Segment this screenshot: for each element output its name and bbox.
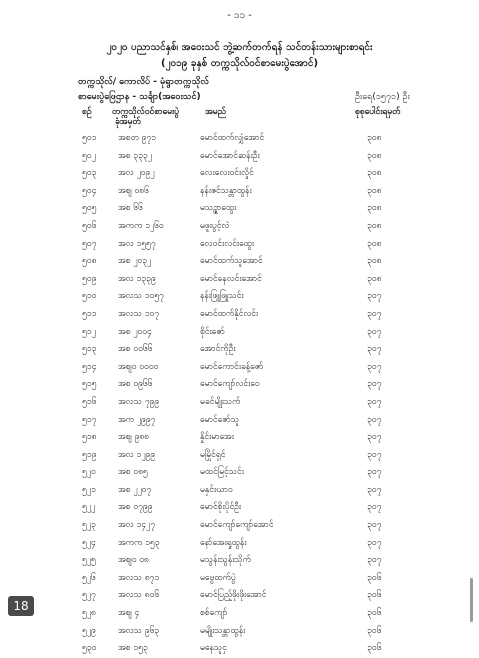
table-row [0,376,479,394]
page-count-badge[interactable]: 18 [8,596,34,616]
marks-cell: ၃၀၆ [367,608,382,619]
header-roll: တက္ကသိုလ်ဝင်စာမေးပွဲ [112,107,180,117]
name-cell: မသွန်းသွန်းသိုက် [200,555,251,566]
name-cell: မောင်နေလင်းအောင် [200,273,262,284]
table-row [0,288,479,306]
roll-cell: အလသ ၁၀၇ [118,308,160,319]
serial-cell: ၅၂၄ [82,537,96,548]
table-row [0,429,479,447]
name-cell: မနေသူငှ [200,643,227,654]
table-row [0,394,479,412]
marks-cell: ၃၀၇ [367,326,382,337]
serial-cell: ၅၂၀ [82,467,96,478]
page-number: - ၁၁ - [227,10,252,21]
serial-cell: ၅၂၁ [82,484,96,495]
roll-cell: အဈ၀ ၀၈ [118,555,149,566]
document-title: ၂၀၂၀ ပညာသင်နှစ်၊ အဝေးသင် ဘွဲ့ဆက်တက်ရန် သင်တန်းသားများစာရင်း [106,42,373,53]
marks-cell: ၃၀၇ [367,537,382,548]
table-row [0,148,479,166]
name-cell: နှိုင်းမာအေး [200,432,234,443]
header-marks: စုစုပေါင်းရမှတ် [355,107,401,117]
table-row [0,253,479,271]
marks-cell: ၃၀၇ [367,396,382,407]
table-row [0,306,479,324]
name-cell: မောင်စိုးပိုင်ဦး [200,502,242,513]
serial-cell: ၅၁၃ [82,344,97,355]
department-label: တက္ကသိုလ်/ ကောလိပ် - မုံရွာတက္ကသိုလ် [78,77,209,87]
serial-cell: ၅၁၀ [82,291,97,302]
serial-cell: ၅၀၉ [82,273,97,284]
roll-cell: အလ ၁၃၃၉ [118,273,156,284]
name-cell: မနှင်းဃာ၀ [200,484,233,495]
serial-cell: ၅၀၈ [82,256,97,267]
marks-cell: ၃၀၇ [367,291,382,302]
serial-cell: ၅၁၈ [82,432,97,443]
serial-cell: ၅၀၁ [82,133,97,143]
roll-cell: အလသ ၇၉၉ [118,396,160,407]
roll-cell: အက ၂၉၉၇ [118,414,156,425]
serial-cell: ၅၁၁ [82,308,97,319]
serial-cell: ၅၀၅ [82,203,97,214]
serial-cell: ၅၃၀ [82,643,97,654]
roll-cell: အဈ ၉၈၈ [118,432,149,443]
marks-cell: ၃၀၈ [367,203,382,214]
roll-cell: အစ ၀၈၅ [118,467,148,478]
table-row [0,535,479,553]
roll-cell: အစ ၂၀၃၂ [118,256,152,267]
serial-cell: ၅၁၅ [82,379,97,390]
name-cell: မဖူးပွင့်လဲ [200,220,230,231]
table-row [0,324,479,342]
marks-cell: ၃၀၇ [367,467,382,478]
serial-cell: ၅၀၄ [82,185,97,196]
marks-cell: ၃၀၆ [367,625,382,636]
roll-cell: အစ ၂၀၀၄ [118,326,152,337]
roll-cell: အလ ၁၅၅၇ [118,238,156,249]
marks-cell: ၃၀၆ [367,590,382,601]
table-row [0,165,479,183]
name-cell: မောင်ကျော်ကျော်အောင် [200,520,274,531]
marks-cell: ၃၀၇ [367,484,382,495]
table-row [0,200,479,218]
roll-cell: အကက ၁၅၃ [118,537,160,548]
table-row [0,236,479,254]
roll-cell: အဈ ၀၈၆ [118,185,149,196]
serial-cell: ၅၀၇ [82,238,97,249]
table-row [0,605,479,623]
scrollbar[interactable] [470,578,473,622]
marks-cell: ၃၀၇ [367,361,382,372]
serial-cell: ၅၀၂ [82,150,96,161]
marks-cell: ၃၀၇ [367,520,382,531]
name-cell: နန်းဖြူဖြူသင်း [200,291,244,302]
table-row [0,341,479,359]
name-cell: မောင်ထက်လျှံအောင် [200,133,265,143]
roll-cell: အဈ၀ ၀၀၀၀ [118,361,159,372]
table-row [0,218,479,236]
name-cell: မမျိုးသန္တာထွန်း [200,625,246,636]
marks-cell: ၃၀၈ [367,185,382,196]
name-cell: မောင်ပြည့်ဖိုးဖိုးအောင် [200,590,267,601]
name-cell: မမြိုင်ရှင် [200,449,226,460]
results-table [0,130,479,658]
serial-cell: ၅၂၉ [82,625,96,636]
marks-cell: ၃၀၇ [367,379,382,390]
table-row [0,623,479,641]
marks-cell: ၃၀၇ [367,432,382,443]
serial-cell: ၅၁၇ [82,414,97,425]
table-row [0,183,479,201]
roll-cell: အစတ ၉၇၁ [118,133,156,143]
header-roll-line2: ခုံအမှတ် [115,117,141,127]
roll-cell: အစ ၃၃၃၂ [118,150,152,161]
roll-cell: အစ ၀၉၆၆ [118,379,153,390]
name-cell: စိုင်းဇော် [200,326,225,337]
roll-cell: အကက ၁၂၆၀ [118,220,164,231]
table-row [0,412,479,430]
serial-cell: ၅၂၃ [82,520,96,531]
table-row [0,130,479,148]
marks-cell: ၃၀၈ [367,168,382,179]
exam-center-label: စာမေးပွဲဖြေဌာန - သင်္ချာ(အဝေးသင်) [78,92,201,102]
table-row [0,587,479,605]
name-cell: မောင်ထက်သူအောင် [200,256,263,267]
marks-cell: ၃၀၈ [367,256,382,267]
marks-cell: ၃၀၇ [367,344,382,355]
roll-cell: အလသ ၉၆၃ [118,625,160,636]
name-cell: စစ်ကျော် [200,608,228,619]
serial-cell: ၅၂၂ [82,502,96,513]
name-cell: အောင်ကိုဦး [200,344,236,355]
marks-cell: ၃၀၆ [367,572,382,583]
marks-cell: ၃၀၈ [367,220,382,231]
table-row [0,359,479,377]
table-row [0,517,479,535]
name-cell: မထင်မြင့်သင်း [200,467,244,478]
roll-cell: အဈ ၄ [118,608,140,619]
serial-cell: ၅၁၂ [82,326,96,337]
table-row [0,640,479,658]
name-cell: လေဝင်းလင်းထွေး [200,238,255,249]
marks-cell: ၃၀၇ [367,449,382,460]
serial-cell: ၅၂၈ [82,608,96,619]
roll-cell: အစ ၂၂၀၇ [118,484,152,495]
roll-cell: အစ ၁၅၃ [118,643,148,654]
roll-cell: အစ ၀၀၆၆ [118,344,153,355]
table-row [0,482,479,500]
table-row [0,570,479,588]
count-info: ဦးရေ(၁၅၇၁) ဦး [355,92,410,102]
name-cell: မောင်ထက်နိုင်လင်း [200,308,259,319]
serial-cell: ၅၁၆ [82,396,97,407]
marks-cell: ၃၀၇ [367,502,382,513]
name-cell: မောင်ဇော်သူ [200,414,240,425]
header-name: အမည် [205,107,226,117]
serial-cell: ၅၂၇ [82,590,96,601]
name-cell: မဗွေထက်ပွဲ [200,572,236,583]
roll-cell: အစ ၆၆ [118,203,143,214]
serial-cell: ၅၀၆ [82,220,97,231]
table-row [0,499,479,517]
marks-cell: ၃၀၆ [367,643,382,654]
name-cell: မသဉ္ဇာထွေး [200,203,237,214]
table-row [0,464,479,482]
name-cell: မောင်ကျော်လင်းဝေ [200,379,260,390]
roll-cell: အလ ၁၄၂၇ [118,520,155,531]
roll-cell: အစ ၀၇၉၉ [118,502,153,513]
marks-cell: ၃၀၈ [367,133,382,143]
marks-cell: ၃၀၇ [367,308,382,319]
header-serial: စဉ် [82,107,92,117]
table-row [0,271,479,289]
name-cell: မောင်အောင်ဆန်းဦး [200,150,260,161]
document-subtitle: (၂၀၁၉ ခုနှစ် တက္ကသိုလ်ဝင်စာမေးပွဲအောင်) [160,58,319,69]
name-cell: နော်အေးရှုထွန်း [200,537,247,548]
serial-cell: ၅၀၃ [82,168,97,179]
serial-cell: ၅၂၆ [82,572,96,583]
serial-cell: ၅၁၄ [82,361,97,372]
roll-cell: အလသ ၁၀၅၇ [118,291,164,302]
table-row [0,552,479,570]
name-cell: မောင်ကောင်းခန့်ဇော် [200,361,264,372]
roll-cell: အလသ ၈၇၁ [118,572,160,583]
serial-cell: ၅၂၅ [82,555,96,566]
marks-cell: ၃၀၈ [367,150,382,161]
roll-cell: အလသ ၈၀၆ [118,590,160,601]
marks-cell: ၃၀၈ [367,238,382,249]
serial-cell: ၅၁၉ [82,449,97,460]
table-row [0,447,479,465]
name-cell: မခင်မျိုးသက် [200,396,241,407]
roll-cell: အလ ၁၂၉၉ [118,449,155,460]
name-cell: လေးလေးဝင်းလှိုင် [200,168,254,179]
marks-cell: ၃၀၈ [367,273,382,284]
marks-cell: ၃၀၇ [367,555,382,566]
roll-cell: အလ ၂၀၉၂ [118,168,155,179]
name-cell: နန်းဇင်သန္တာထွန်း [200,185,252,196]
marks-cell: ၃၀၇ [367,414,382,425]
